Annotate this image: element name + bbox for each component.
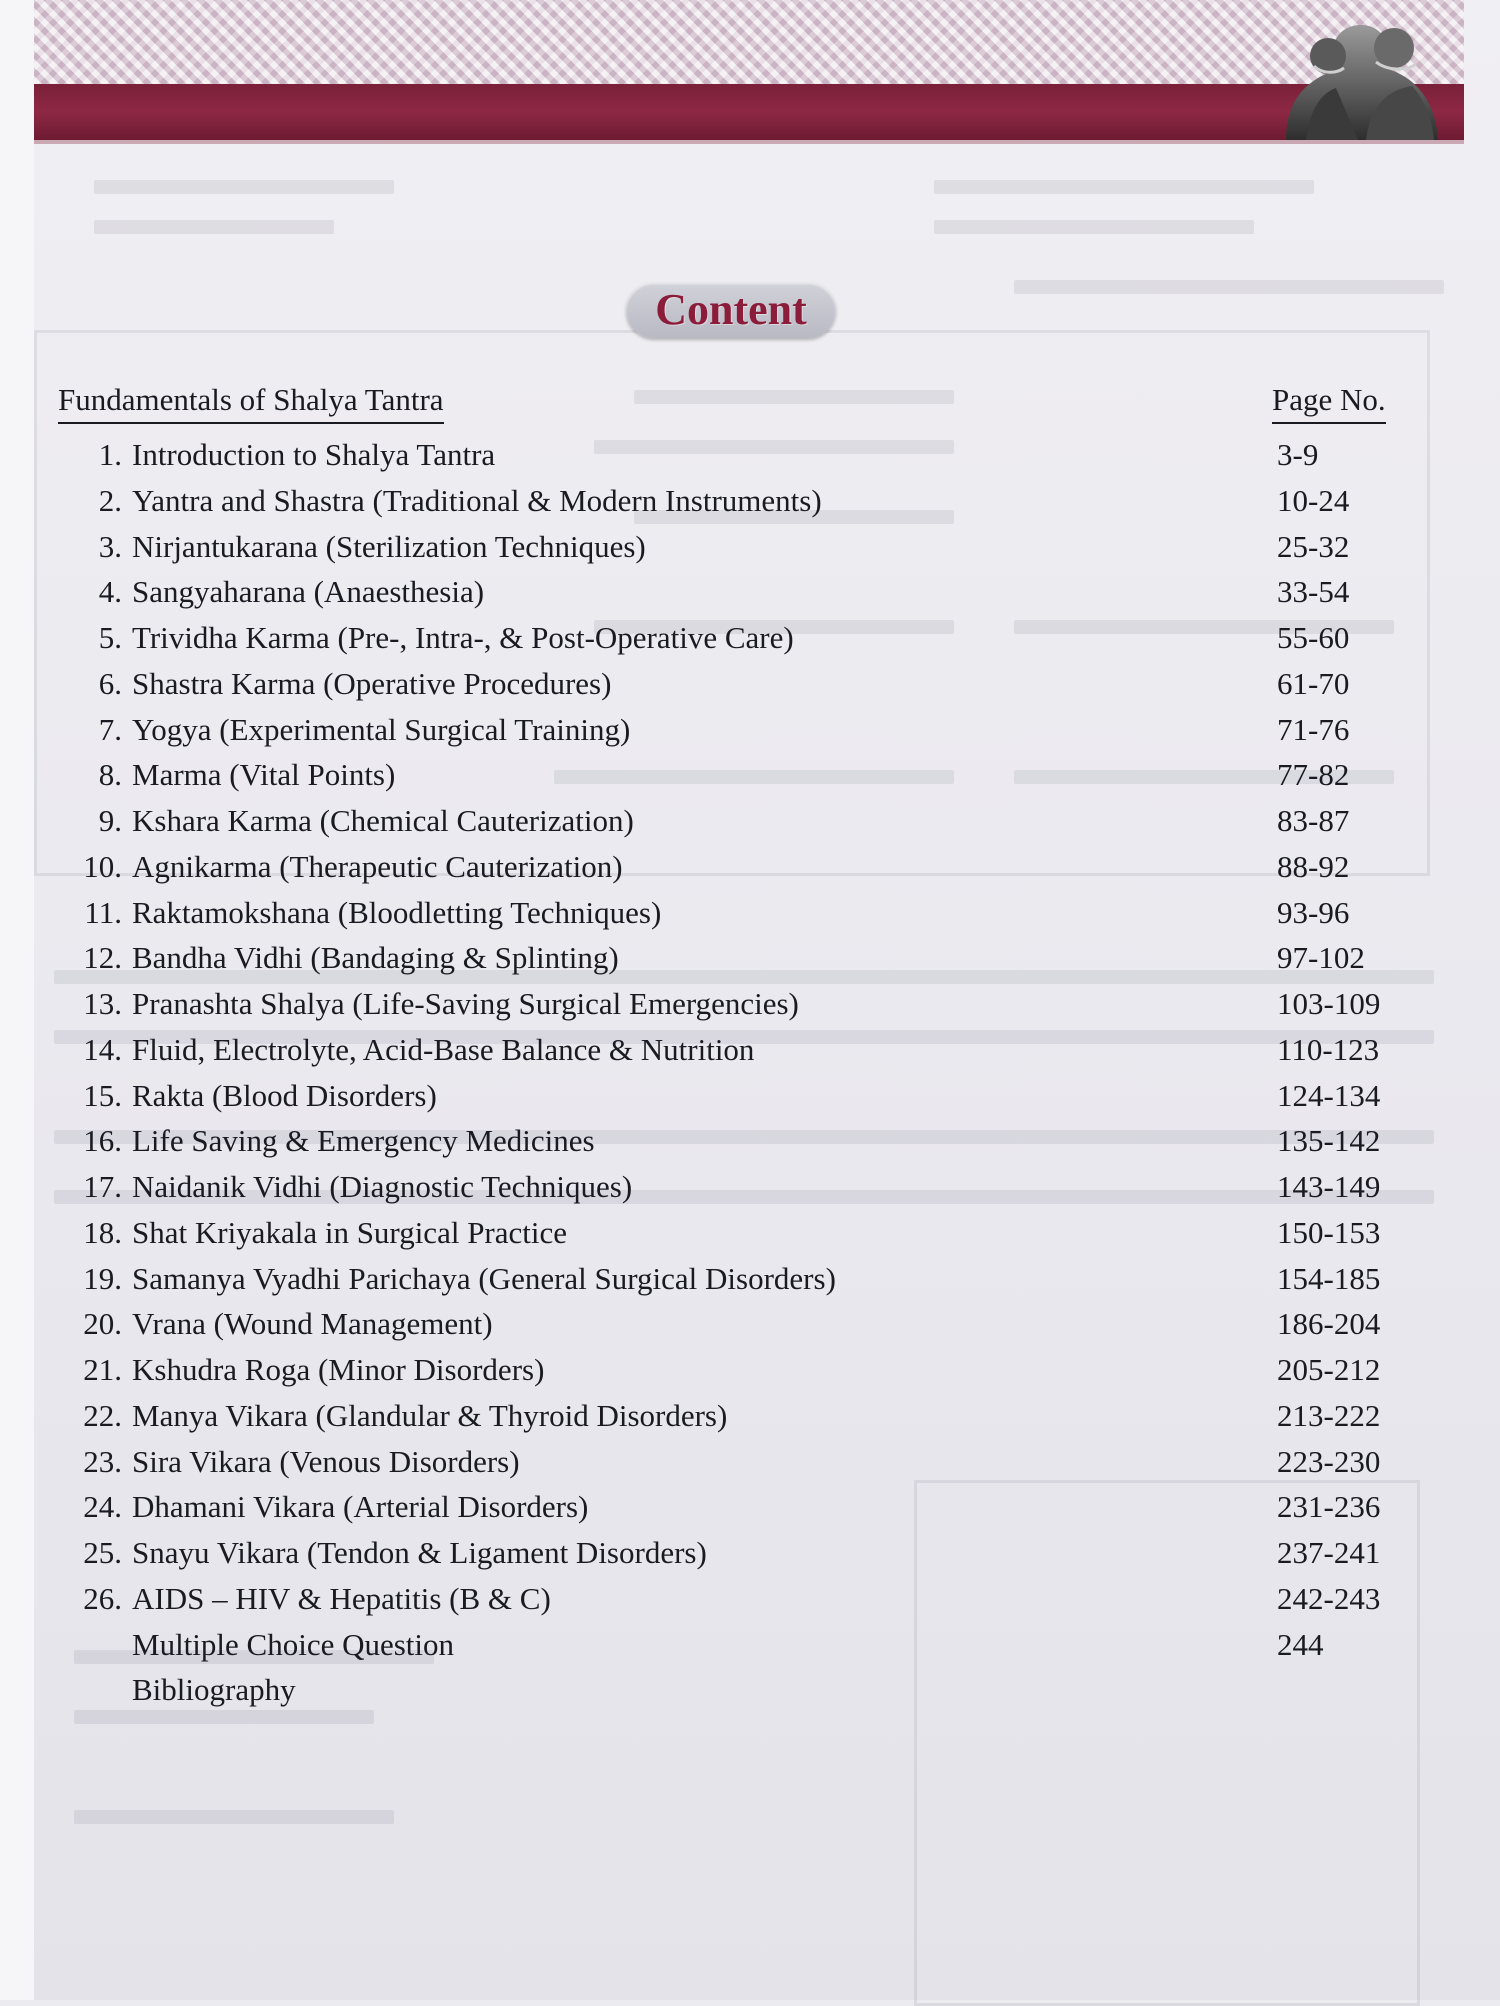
chapter-number: 12. xyxy=(83,940,122,976)
toc-entry xyxy=(0,981,1500,1027)
chapter-pages: 93-96 xyxy=(1277,894,1350,930)
chapter-pages: 71-76 xyxy=(1277,711,1350,747)
chapter-number: 22. xyxy=(83,1397,122,1433)
chapter-title: AIDS – HIV & Hepatitis (B & C) xyxy=(132,1580,551,1616)
chapter-number: 9. xyxy=(98,803,122,838)
chapter-number: 10. xyxy=(83,848,122,884)
toc-entry xyxy=(0,1164,1500,1210)
toc-entry xyxy=(0,890,1500,936)
page-number-column-heading: Page No. xyxy=(1272,380,1386,424)
toc-entry xyxy=(0,661,1500,707)
toc-entry xyxy=(0,478,1500,524)
chapter-title: Marma (Vital Points) xyxy=(132,757,396,793)
toc-entry xyxy=(0,844,1500,890)
chapter-number: 18. xyxy=(83,1214,122,1250)
chapter-title: Raktamokshana (Bloodletting Techniques) xyxy=(132,894,662,930)
toc-entry xyxy=(0,1073,1500,1119)
chapter-pages: 97-102 xyxy=(1277,940,1365,976)
toc-entry xyxy=(0,1439,1500,1485)
chapter-pages: 83-87 xyxy=(1277,803,1350,838)
toc-entry xyxy=(0,615,1500,661)
chapter-number: 5. xyxy=(98,620,122,655)
chapter-number: 11. xyxy=(84,894,122,930)
sages-illustration-icon xyxy=(1266,10,1456,140)
chapter-title: Pranashta Shalya (Life-Saving Surgical Emergencies) xyxy=(132,986,799,1021)
chapter-number: 17. xyxy=(83,1169,122,1204)
toc-entry xyxy=(0,569,1500,615)
chapter-pages: 213-222 xyxy=(1277,1397,1381,1433)
chapter-number: 15. xyxy=(83,1077,122,1113)
chapter-pages: 124-134 xyxy=(1277,1077,1381,1113)
chapter-title: Dhamani Vikara (Arterial Disorders) xyxy=(132,1489,589,1525)
chapter-pages: 77-82 xyxy=(1277,757,1350,793)
chapter-number: 23. xyxy=(83,1443,122,1479)
chapter-pages: 231-236 xyxy=(1277,1489,1381,1525)
toc-entry xyxy=(0,1027,1500,1073)
chapter-title: Life Saving & Emergency Medicines xyxy=(132,1123,595,1159)
chapter-title: Introduction to Shalya Tantra xyxy=(132,437,496,472)
bibliography-title: Bibliography xyxy=(132,1672,296,1708)
toc-entry xyxy=(0,1484,1500,1530)
toc-entry-bibliography xyxy=(0,1667,1500,1713)
toc-entry xyxy=(0,1347,1500,1393)
toc-entry-mcq xyxy=(0,1622,1500,1668)
chapter-pages: 25-32 xyxy=(1277,528,1350,564)
chapter-pages: 237-241 xyxy=(1277,1535,1381,1570)
toc-entry xyxy=(0,935,1500,981)
chapter-number: 3. xyxy=(98,528,122,564)
chapter-number: 8. xyxy=(98,757,122,793)
chapter-title: Naidanik Vidhi (Diagnostic Techniques) xyxy=(132,1169,633,1204)
toc-entry xyxy=(0,1210,1500,1256)
chapter-title: Agnikarma (Therapeutic Cauterization) xyxy=(132,848,623,884)
chapter-title: Shat Kriyakala in Surgical Practice xyxy=(132,1214,568,1250)
chapter-pages: 223-230 xyxy=(1277,1443,1381,1479)
toc-entry xyxy=(0,707,1500,753)
toc-entry xyxy=(0,752,1500,798)
chapter-pages: 10-24 xyxy=(1277,482,1350,518)
chapter-number: 2. xyxy=(98,482,122,518)
chapter-pages: 103-109 xyxy=(1277,986,1381,1021)
chapter-number: 20. xyxy=(83,1306,122,1342)
chapter-number: 14. xyxy=(83,1031,122,1067)
chapter-number: 16. xyxy=(83,1123,122,1159)
mcq-pages: 244 xyxy=(1277,1626,1324,1662)
chapter-title: Sangyaharana (Anaesthesia) xyxy=(132,574,485,610)
header-band xyxy=(34,84,1464,144)
chapter-number: 7. xyxy=(98,711,122,747)
chapter-pages: 150-153 xyxy=(1277,1214,1381,1250)
toc-entry xyxy=(0,432,1500,478)
chapter-pages: 154-185 xyxy=(1277,1260,1381,1296)
chapter-title: Kshudra Roga (Minor Disorders) xyxy=(132,1352,545,1387)
header-pattern xyxy=(34,0,1464,84)
chapter-title: Samanya Vyadhi Parichaya (General Surgical Disorders) xyxy=(132,1260,836,1296)
toc-entry xyxy=(0,1530,1500,1576)
chapter-title: Trividha Karma (Pre-, Intra-, & Post-Operative Care) xyxy=(132,620,794,655)
chapter-number: 26. xyxy=(83,1580,122,1616)
chapter-number: 24. xyxy=(83,1489,122,1525)
chapter-pages: 110-123 xyxy=(1277,1031,1380,1067)
mcq-title: Multiple Choice Question xyxy=(132,1626,455,1662)
page-title: Content xyxy=(626,282,836,338)
chapter-title: Shastra Karma (Operative Procedures) xyxy=(132,665,612,701)
chapter-number: 25. xyxy=(83,1535,122,1570)
chapter-title: Sira Vikara (Venous Disorders) xyxy=(132,1443,520,1479)
chapter-title: Manya Vikara (Glandular & Thyroid Disorders) xyxy=(132,1397,728,1433)
chapter-number: 19. xyxy=(83,1260,122,1296)
chapter-pages: 205-212 xyxy=(1277,1352,1381,1387)
section-heading: Fundamentals of Shalya Tantra xyxy=(58,380,444,424)
chapter-title: Kshara Karma (Chemical Cauterization) xyxy=(132,803,634,838)
toc-entry xyxy=(0,524,1500,570)
chapter-pages: 3-9 xyxy=(1277,437,1319,472)
chapter-number: 6. xyxy=(98,665,122,701)
chapter-title: Rakta (Blood Disorders) xyxy=(132,1077,437,1113)
chapter-title: Bandha Vidhi (Bandaging & Splinting) xyxy=(132,940,619,976)
chapter-pages: 61-70 xyxy=(1277,665,1350,701)
chapter-pages: 55-60 xyxy=(1277,620,1350,655)
chapter-title: Yantra and Shastra (Traditional & Modern Instruments) xyxy=(132,482,822,518)
toc-entry xyxy=(0,798,1500,844)
chapter-number: 13. xyxy=(83,986,122,1021)
chapter-number: 21. xyxy=(83,1352,122,1387)
table-of-contents xyxy=(0,432,1500,1713)
chapter-pages: 33-54 xyxy=(1277,574,1350,610)
chapter-title: Snayu Vikara (Tendon & Ligament Disorders) xyxy=(132,1535,707,1570)
chapter-pages: 88-92 xyxy=(1277,848,1350,884)
chapter-title: Yogya (Experimental Surgical Training) xyxy=(132,711,631,747)
chapter-pages: 186-204 xyxy=(1277,1306,1381,1342)
chapter-pages: 135-142 xyxy=(1277,1123,1381,1159)
chapter-pages: 143-149 xyxy=(1277,1169,1381,1204)
chapter-number: 1. xyxy=(98,437,122,472)
chapter-number: 4. xyxy=(98,574,122,610)
toc-entry xyxy=(0,1576,1500,1622)
toc-entry xyxy=(0,1118,1500,1164)
chapter-title: Vrana (Wound Management) xyxy=(132,1306,493,1342)
toc-entry xyxy=(0,1301,1500,1347)
chapter-title: Nirjantukarana (Sterilization Techniques) xyxy=(132,528,646,564)
toc-entry xyxy=(0,1393,1500,1439)
chapter-pages: 242-243 xyxy=(1277,1580,1381,1616)
toc-entry xyxy=(0,1256,1500,1302)
chapter-title: Fluid, Electrolyte, Acid-Base Balance & Nutrition xyxy=(132,1031,755,1067)
